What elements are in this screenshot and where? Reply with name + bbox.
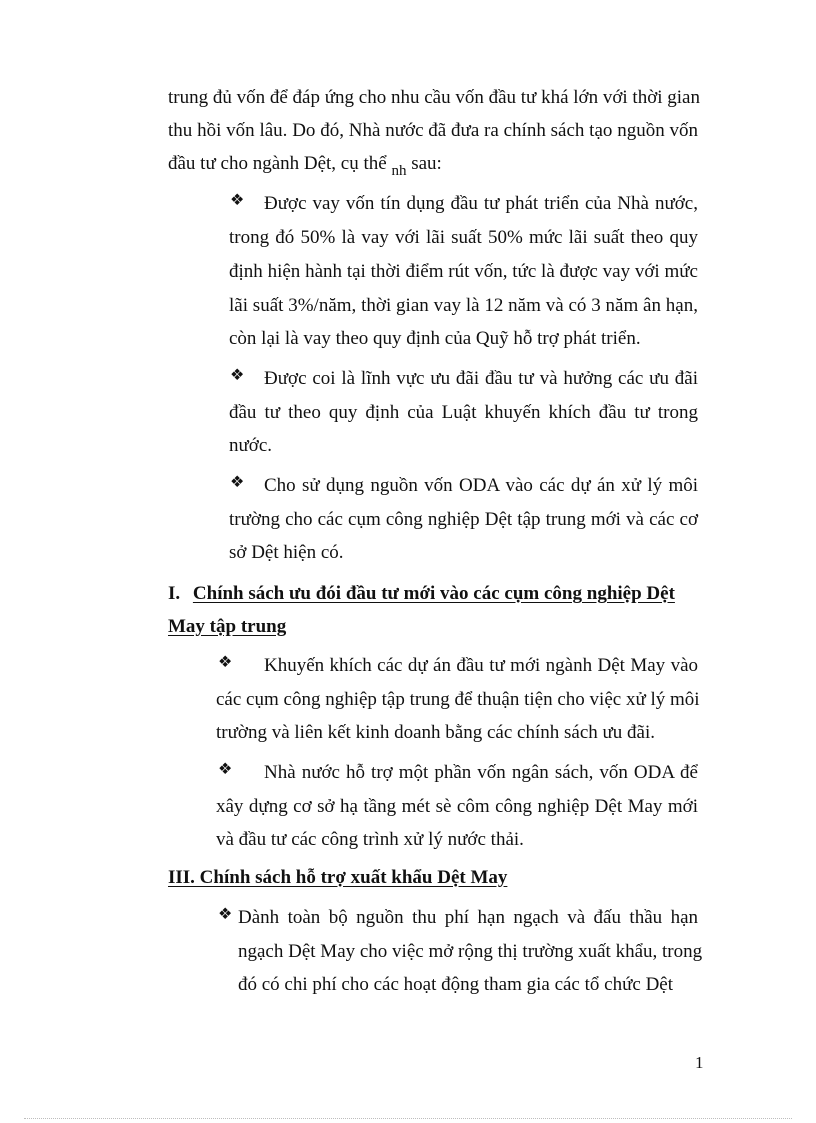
bullet-diamond-icon: ❖ [230, 192, 245, 209]
list3-item1-line3: đó có chi phí cho các hoạt động tham gia các tổ chức Dệt [238, 974, 673, 995]
section-heading-1 [168, 582, 675, 606]
section-heading-1-number: I. [168, 583, 181, 604]
section-heading-3 [168, 866, 507, 890]
list2-item1-line3: trường và liên kết kinh doanh bằng các chính sách ưu đãi. [216, 722, 656, 743]
list1-item1-line3: định hiện hành tại thời điểm rút vốn, tức là được vay với mức [229, 261, 698, 282]
bullet-diamond-icon: ❖ [218, 906, 233, 923]
list2-item1-line2: các cụm công nghiệp tập trung để thuận tiện cho việc xử lý môi [216, 689, 700, 710]
list1-item3-line3: sở Dệt hiện có. [229, 542, 344, 563]
list2-item2-line2: xây dựng cơ sở hạ tầng mét sè côm công nghiệp Dệt May mới [216, 796, 698, 817]
intro-line-3-main: đầu tư cho ngành Dệt, cụ thể [168, 153, 387, 174]
list2-item2-line3: và đầu tư các công trình xử lý nước thải. [216, 829, 524, 850]
list2-item1-line1: Khuyến khích các dự án đầu tư mới ngành Dệt May vào [264, 655, 698, 676]
section-heading-1-title: Chính sách ưu đói đầu tư mới vào các cụm công nghiệp Dệt [192, 583, 675, 604]
intro-line-3-sub: nh [391, 163, 407, 179]
list1-item3-line1: Cho sử dụng nguồn vốn ODA vào các dự án xử lý môi [264, 475, 698, 496]
intro-line-1: trung đủ vốn để đáp ứng cho nhu cầu vốn đầu tư khá lớn với thời gian [168, 87, 700, 108]
list3-item1-line1: Dành toàn bộ nguồn thu phí hạn ngạch và đấu thầu hạn [238, 907, 698, 928]
list3-item1-line2: ngạch Dệt May cho việc mở rộng thị trường xuất khẩu, trong [238, 941, 703, 962]
page-bottom-divider [24, 1118, 792, 1119]
intro-line-3 [168, 152, 442, 177]
section-heading-1-line2 [168, 615, 286, 639]
list1-item1-line2: trong đó 50% là vay với lãi suất 50% mức lãi suất theo quy [229, 227, 698, 248]
list1-item1-line5: còn lại là vay theo quy định của Quỹ hỗ trợ phát triển. [229, 328, 641, 349]
list1-item1-line4: lãi suất 3%/năm, thời gian vay là 12 năm và có 3 năm ân hạn, [229, 295, 698, 316]
bullet-diamond-icon: ❖ [230, 474, 245, 491]
bullet-diamond-icon: ❖ [218, 654, 233, 671]
section-heading-3-title: III. Chính sách hỗ trợ xuất khẩu Dệt May [168, 867, 508, 888]
bullet-diamond-icon: ❖ [230, 367, 245, 384]
bullet-diamond-icon: ❖ [218, 761, 233, 778]
list1-item1-line1: Được vay vốn tín dụng đầu tư phát triển của Nhà nước, [264, 193, 698, 214]
list2-item2-line1: Nhà nước hỗ trợ một phần vốn ngân sách, vốn ODA để [264, 762, 698, 783]
intro-line-3-end: sau: [411, 153, 442, 174]
section-heading-1-title-line2: May tập trung [168, 616, 287, 637]
list1-item3-line2: trường cho các cụm công nghiệp Dệt tập trung mới và các cơ [229, 509, 698, 530]
intro-line-2: thu hồi vốn lâu. Do đó, Nhà nước đã đưa ra chính sách tạo nguồn vốn [168, 120, 698, 141]
list1-item2-line2: đầu tư theo quy định của Luật khuyến khích đầu tư trong [229, 402, 698, 423]
list1-item2-line3: nước. [229, 435, 273, 456]
list1-item2-line1: Được coi là lĩnh vực ưu đãi đầu tư và hưởng các ưu đãi [264, 368, 698, 389]
page-number: 1 [695, 1053, 704, 1072]
